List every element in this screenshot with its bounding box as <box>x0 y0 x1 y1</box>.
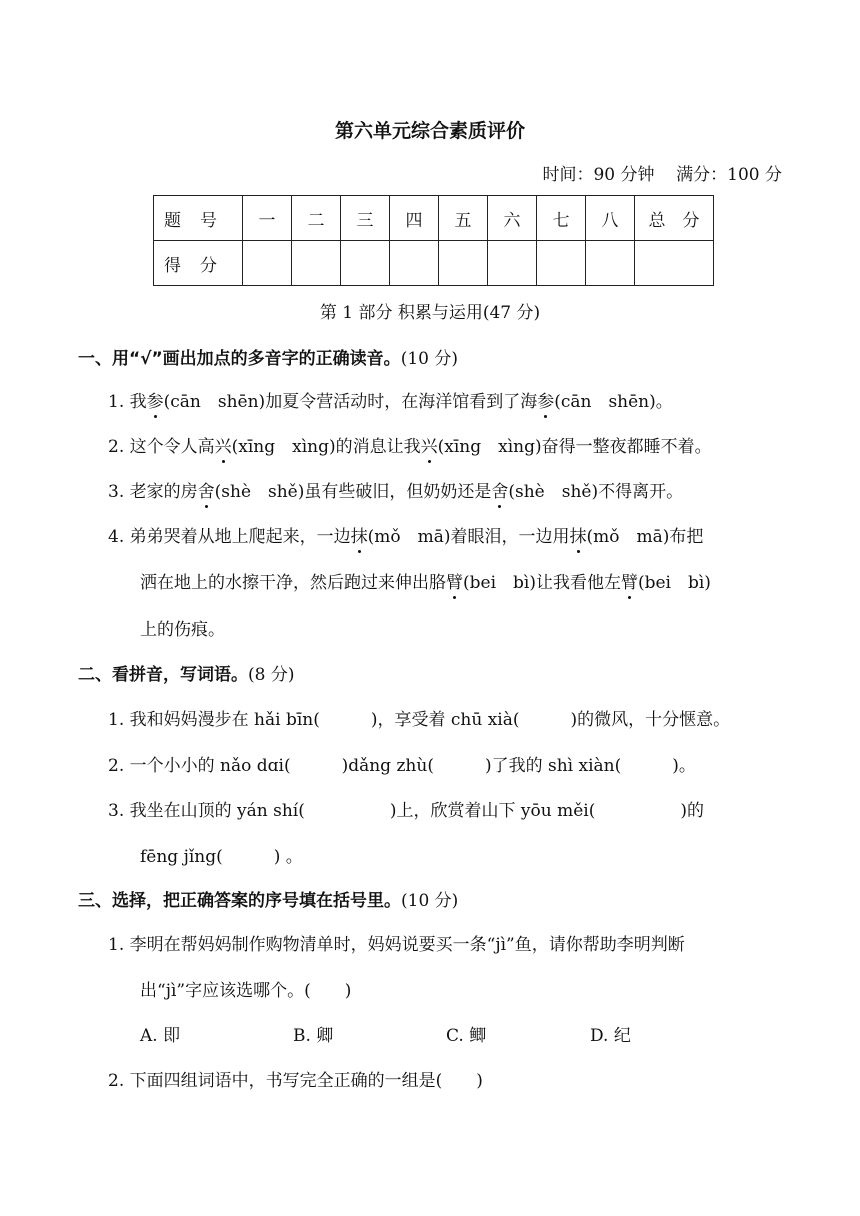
section2-q3[interactable]: 3. 我坐在山顶的 yán shí( )上，欣赏着山下 yōu měi( )的 <box>108 801 704 821</box>
col-4: 四 <box>390 196 439 241</box>
section2-q3-line2[interactable]: fēng jǐng( ) 。 <box>140 847 303 867</box>
score-table <box>153 195 714 286</box>
exam-time: 时间：90 分钟 <box>542 165 655 185</box>
section2-q2[interactable]: 2. 一个小小的 nǎo dɑi( )dǎng zhù( )了我的 shì xiàn( )。 <box>108 756 696 776</box>
option-b[interactable]: B. 卿 <box>293 1026 334 1046</box>
dotted-char: 参 <box>147 387 164 412</box>
section1-points: (10 分) <box>400 349 458 369</box>
page-title: 第六单元综合素质评价 <box>334 120 525 142</box>
pinyin-choice[interactable]: (shè shě)虽有些破旧，但奶奶还是 <box>214 482 492 502</box>
pinyin-choice[interactable]: (shè shě)不得离开。 <box>508 482 684 502</box>
part1-title: 第 1 部分 积累与运用(47 分) <box>319 303 541 323</box>
section1-title: 一、用“√”画出加点的多音字的正确读音。 <box>78 349 401 369</box>
section1-q3 <box>108 477 683 502</box>
question-number: 4. <box>108 527 125 547</box>
row-label-question: 题 号 <box>154 196 243 241</box>
question-number: 1. <box>108 392 125 412</box>
question-text: 老家的房 <box>129 482 198 502</box>
section2-heading <box>78 660 294 685</box>
section2-title: 二、看拼音，写词语。 <box>78 665 248 685</box>
section2-q1[interactable]: 1. 我和妈妈漫步在 hǎi bīn( )，享受着 chū xià( )的微风，十分惬意。 <box>108 710 731 730</box>
question-text: 我 <box>129 392 147 412</box>
option-d[interactable]: D. 纪 <box>590 1026 631 1046</box>
section2-points: (8 分) <box>248 665 295 685</box>
col-3: 三 <box>341 196 390 241</box>
section3-title: 三、选择，把正确答案的序号填在括号里。 <box>78 891 401 911</box>
dotted-char: 抹 <box>570 522 587 547</box>
section1-q4 <box>108 522 703 547</box>
option-c[interactable]: C. 鲫 <box>446 1026 487 1046</box>
section3-q1-line2[interactable]: 出“jì”字应该选哪个。( ) <box>140 981 352 1001</box>
score-cell[interactable] <box>537 241 586 286</box>
section1-q2 <box>108 432 712 457</box>
score-cell[interactable] <box>243 241 292 286</box>
row-label-score: 得 分 <box>154 241 243 286</box>
score-cell[interactable] <box>586 241 635 286</box>
question-text: 弟弟哭着从地上爬起来，一边 <box>129 527 351 547</box>
question-number: 3. <box>108 482 125 502</box>
question-text: 这个令人高 <box>129 437 215 457</box>
section3-q1: 1. 李明在帮妈妈制作购物清单时，妈妈说要买一条“jì”鱼，请你帮助李明判断 <box>108 935 685 955</box>
section1-q4-line3: 上的伤痕。 <box>140 620 225 640</box>
pinyin-choice[interactable]: (xīng xìng)的消息让我 <box>231 437 421 457</box>
dotted-char: 兴 <box>421 432 438 457</box>
col-8: 八 <box>586 196 635 241</box>
option-a[interactable]: A. 即 <box>140 1026 181 1046</box>
score-table-score-row <box>154 241 714 286</box>
col-7: 七 <box>537 196 586 241</box>
col-1: 一 <box>243 196 292 241</box>
section1-q4-line2 <box>140 568 711 593</box>
dotted-char: 抹 <box>351 522 368 547</box>
question-number: 2. <box>108 437 125 457</box>
dotted-char: 参 <box>537 387 554 412</box>
exam-full-score: 满分：100 分 <box>676 165 782 185</box>
pinyin-choice[interactable]: (cān shēn)。 <box>554 392 673 412</box>
pinyin-choice[interactable]: (xīng xìng)奋得一整夜都睡不着。 <box>437 437 712 457</box>
section3-points: (10 分) <box>401 891 459 911</box>
pinyin-choice[interactable]: (bei bì)让我看他左 <box>463 573 621 593</box>
section3-heading <box>78 886 458 911</box>
pinyin-choice[interactable]: (mǒ mā)布把 <box>586 527 704 547</box>
pinyin-choice[interactable]: (cān shēn)加夏令营活动时，在海洋馆看到了海 <box>163 392 538 412</box>
score-table-header-row <box>154 196 714 241</box>
score-cell[interactable] <box>292 241 341 286</box>
dotted-char: 兴 <box>215 432 232 457</box>
col-2: 二 <box>292 196 341 241</box>
dotted-char: 舍 <box>491 477 508 502</box>
col-total: 总 分 <box>635 196 714 241</box>
col-5: 五 <box>439 196 488 241</box>
score-cell[interactable] <box>390 241 439 286</box>
col-6: 六 <box>488 196 537 241</box>
exam-meta <box>542 160 782 185</box>
section3-q2[interactable]: 2. 下面四组词语中，书写完全正确的一组是( ) <box>108 1071 483 1091</box>
dotted-char: 舍 <box>198 477 215 502</box>
section1-q1 <box>108 387 673 412</box>
score-cell[interactable] <box>341 241 390 286</box>
dotted-char: 臂 <box>446 568 463 593</box>
pinyin-choice[interactable]: (mǒ mā)着眼泪，一边用 <box>367 527 570 547</box>
pinyin-choice[interactable]: (bei bì) <box>637 573 711 593</box>
score-cell[interactable] <box>439 241 488 286</box>
dotted-char: 臂 <box>621 568 638 593</box>
score-cell[interactable] <box>488 241 537 286</box>
question-text: 洒在地上的水擦干净，然后跑过来伸出胳 <box>140 573 446 593</box>
section1-heading <box>78 344 458 369</box>
score-cell-total[interactable] <box>635 241 714 286</box>
